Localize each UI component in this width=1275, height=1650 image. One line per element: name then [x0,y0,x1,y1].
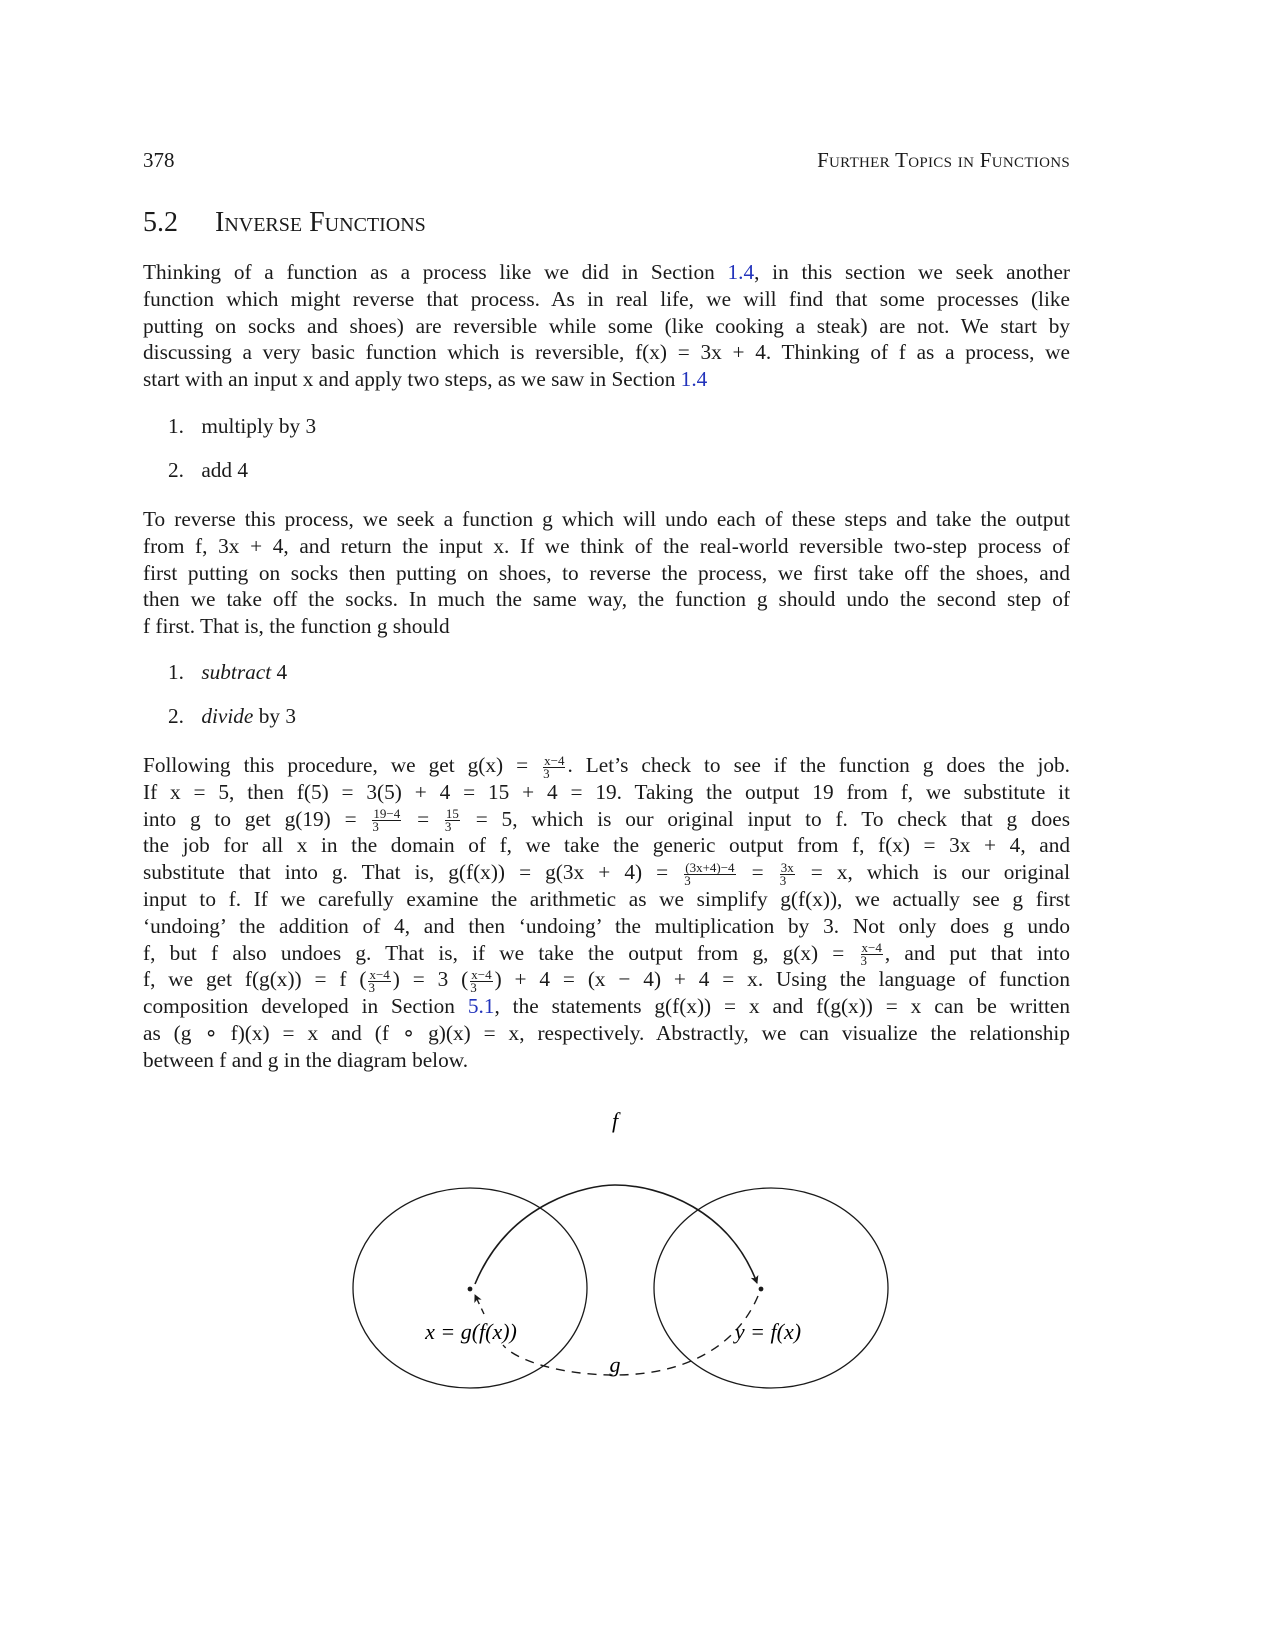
f-label: f [611,1108,619,1133]
g-arrow-head [475,1295,484,1314]
range-ellipse [654,1188,888,1388]
list-item: 1. multiply by 3 [168,414,317,438]
input-point [468,1287,473,1292]
list-item: 1. subtract 4 [168,660,288,684]
text-line: first putting on socks then putting on shoes, to reverse the process, we first take off the shoes, and [143,560,1070,585]
text-line: between f and g in the diagram below. [143,1047,469,1072]
fraction: $\frac{15}{3}$ [444,806,459,835]
section-number: 5.2 [143,207,178,238]
text-line: f first. That is, the function g should [143,614,450,639]
text-line: function which might reverse that process. As in real life, we will find that some processes (like [143,286,1070,311]
text-line: substitute that into g. That is, g(f(x)) = g(3x + 4) = $\frac{(3x+4)-4}{3}$ = $\frac{3x}{3}$ = x, which is our original [143,859,1070,888]
text-line: Following this procedure, we get g(x) = $\frac{x-4}{3}$ . Let’s check to see if the function g does the job. [143,752,1070,781]
fraction: $\frac{x-4}{3}$ [543,752,565,781]
text-line: If x = 5, then f(5) = 3(5) + 4 = 15 + 4 = 19. Taking the output 19 from f, we substitute it [143,779,1070,804]
text-line: from f, 3x + 4, and return the input x. If we think of the real-world reversible two-step process of [143,533,1070,558]
text-line: into g to get g(19) = $\frac{19-4}{3}$ = $\frac{15}{3}$ = 5, which is our original input to f. To check that g does [143,806,1071,835]
section-link-1-4[interactable]: 1.4 [727,260,755,284]
input-label: x = g(f(x)) [425,1319,517,1344]
page-number: 378 [143,148,175,172]
text-line: as (g ∘ f)(x) = x and (f ∘ g)(x) = x, respectively. Abstractly, we can visualize the relationship [143,1020,1070,1045]
fraction: $\frac{19-4}{3}$ [372,806,401,835]
running-title: Further Topics in Functions [817,148,1070,172]
output-point [759,1287,764,1292]
section-title: Inverse Functions [215,207,426,238]
g-label: g [609,1352,621,1377]
fraction: $\frac{x-4}{3}$ [368,966,390,995]
text-line: putting on socks and shoes) are reversible while some (like cooking a steak) are not. We start by [143,313,1070,338]
section-link-1-4[interactable]: 1.4 [680,367,708,392]
text-line: f, but f also undoes g. That is, if we take the output from g, g(x) = $\frac{x-4}{3}$ , and put that into [143,940,1070,969]
fraction: $\frac{3x}{3}$ [779,859,794,888]
text-line: then we take off the socks. In much the same way, the function g should undo the second step of [143,587,1070,612]
text-line: Thinking of a function as a process like we did in Section 1.4, in this section we seek another [143,260,1070,284]
fraction: $\frac{x-4}{3}$ [860,940,882,969]
text-line: the job for all x in the domain of f, we take the generic output from f, f(x) = 3x + 4, and [143,833,1070,858]
output-label: y = f(x) [734,1319,802,1344]
fraction: $\frac{x-4}{3}$ [470,966,492,995]
text-line: composition developed in Section 5.1, the statements g(f(x)) = x and f(g(x)) = x can be written [143,994,1070,1019]
text-line: discussing a very basic function which is reversible, f(x) = 3x + 4. Thinking of f as a process, we [143,340,1070,365]
fraction: $\frac{(3x+4)-4}{3}$ [684,859,735,888]
section-link-5-1[interactable]: 5.1 [467,994,495,1019]
text-line: ‘undoing’ the addition of 4, and then ‘undoing’ the multiplication by 3. Not only does g undo [143,913,1070,938]
list-item: 2. add 4 [168,458,249,482]
text-line: To reverse this process, we seek a function g which will undo each of these steps and take the output [143,507,1070,531]
list-item: 2. divide by 3 [168,704,296,728]
text-line: f, we get f(g(x)) = f ( $\frac{x-4}{3}$ ) = 3 ( $\frac{x-4}{3}$ ) + 4 = (x − 4) + 4 = x. Using the language of function [143,966,1070,995]
text-line: start with an input x and apply two steps, as we saw in Section 1.4 [143,367,708,392]
g-arrow-lower [503,1296,758,1375]
text-line: input to f. If we carefully examine the arithmetic as we simplify g(f(x)), we actually see g first [143,886,1070,911]
